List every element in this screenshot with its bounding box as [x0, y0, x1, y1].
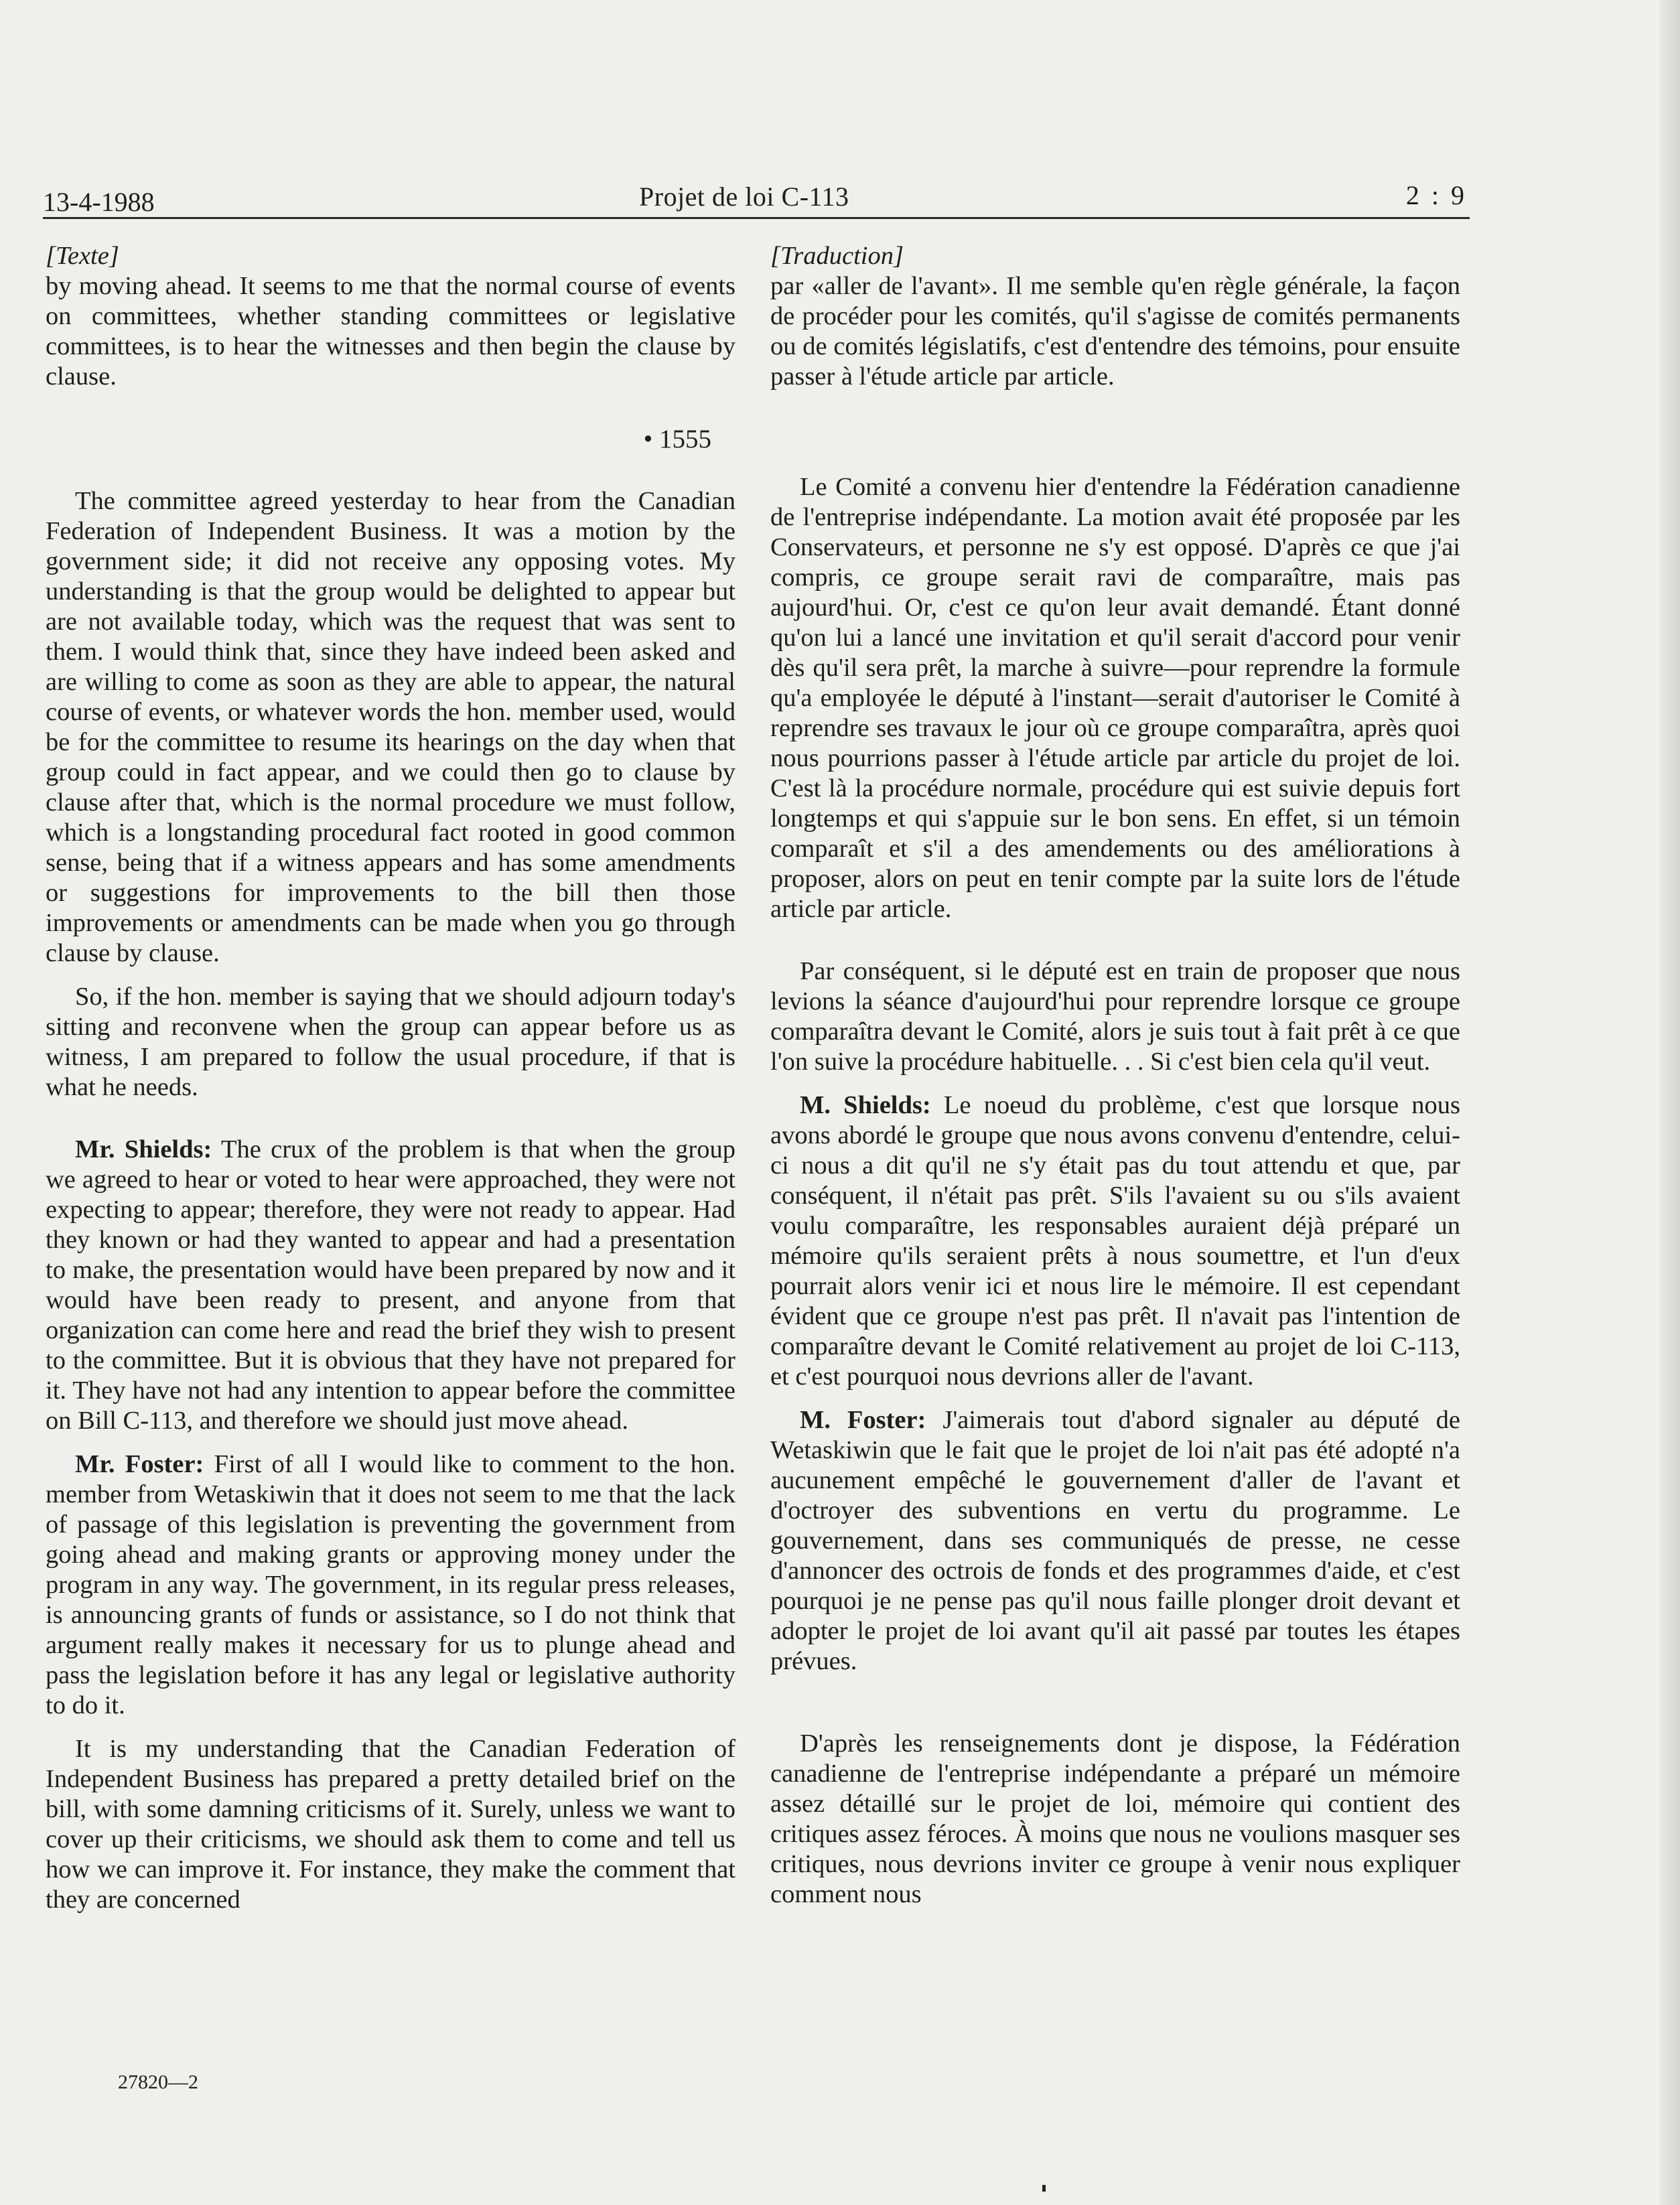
header-page-number: 2 : 9	[1405, 180, 1467, 210]
print-code: 27820—2	[118, 2071, 198, 2093]
speaker-name: Mr. Shields:	[75, 1135, 212, 1163]
speaker-name: M. Foster:	[800, 1406, 926, 1434]
speech-text: First of all I would like to comment to the hon. member from Wetaskiwin that it does not seem to me that the lack of passage of this legislation is preventing the government from going ahead and making grants or approving money under the program in any way. The government, in its regular press releases, is announcing grants of funds or assistance, so I do not think that argument really makes it necessary for us to plunge ahead and pass the legislation before it has any legal or legislative authority to do it.	[46, 1450, 736, 1719]
page-edge-shadow	[1660, 0, 1680, 2205]
text-label: [Texte]	[46, 242, 119, 270]
ink-mark	[1042, 2185, 1046, 2192]
speaker-name: M. Shields:	[800, 1091, 931, 1119]
paragraph	[770, 1405, 1460, 1677]
french-column	[770, 241, 1460, 1910]
paragraph: D'après les renseignements dont je dispose, la Fédération canadienne de l'entreprise indépendante a préparé un mémoire assez détaillé sur le projet de loi, mémoire qui contient des critiques assez féroces. À moins que nous ne voulions masquer ses critiques, nous devrions inviter ce groupe à venir nous expliquer comment nous	[770, 1729, 1460, 1908]
speech-text: Le noeud du problème, c'est que lorsque nous avons abordé le groupe que nous avons convenu d'entendre, celui-ci nous a dit qu'il ne s'y était pas du tout attendu et que, par conséquent, il n'était pas prêt. S'ils l'avaient su ou s'ils avaient voulu comparaître, les responsables auraient déjà préparé un mémoire qu'ils seraient prêts à nous soumettre, et l'un d'eux pourrait alors venir ici et nous lire le mémoire. Il est cependant évident que ce groupe n'est pas prêt. Il n'avait pas l'intention de comparaître devant le Comité relativement au projet de loi C-113, et c'est pourquoi nous devrions aller de l'avant.	[770, 1091, 1461, 1391]
paragraph: So, if the hon. member is saying that we should adjourn today's sitting and reconvene when the group can appear before us as witness, I am prepared to follow the usual procedure, if that is what he needs.	[46, 983, 736, 1101]
paragraph: It is my understanding that the Canadian Federation of Independent Business has prepared a pretty detailed brief on the bill, with some damning criticisms of it. Surely, unless we want to cover up their criticisms, we should ask them to come and tell us how we can improve it. For instance, they make the comment that they are concerned	[46, 1735, 736, 1914]
paragraph	[770, 1090, 1460, 1392]
english-column	[46, 241, 736, 1915]
paragraph	[46, 1135, 736, 1436]
paragraph: Par conséquent, si le député est en train de proposer que nous levions la séance d'aujourd'hui pour reprendre lorsque ce groupe comparaîtra devant le Comité, alors je suis tout à fait prêt à ce que l'on suive la procédure habituelle. . . Si c'est bien cela qu'il veut.	[770, 957, 1460, 1076]
paragraph: par «aller de l'avant». Il me semble qu'en règle générale, la façon de procéder pour les comités, qu'il s'agisse de comités permanents ou de comités législatifs, c'est d'entendre des témoins, pour ensuite passer à l'étude article par article.	[770, 272, 1460, 390]
speaker-name: Mr. Foster:	[75, 1450, 204, 1478]
translation-label: [Traduction]	[770, 242, 904, 270]
page-header	[43, 180, 1470, 219]
paragraph: The committee agreed yesterday to hear from the Canadian Federation of Independent Business. It was a motion by the government side; it did not receive any opposing votes. My understanding is that the group would be delighted to appear but are not available today, which was the request that was sent to them. I would think that, since they have indeed been asked and are willing to come as soon as they are able to appear, the natural course of events, or whatever words the hon. member used, would be for the committee to resume its hearings on the day when that group could in fact appear, and we could then go to clause by clause after that, which is the normal procedure we must follow, which is a longstanding procedural fact rooted in good common sense, being that if a witness appears and has some amendments or suggestions for improvements to the bill then those improvements or amendments can be made when you go through clause by clause.	[46, 487, 736, 967]
paragraph	[46, 1449, 736, 1721]
speech-text: The crux of the problem is that when the group we agreed to hear or voted to hear were approached, they were not expecting to appear; therefore, they were not ready to appear. Had they known or had they wanted to appear and had a presentation to make, the presentation would have been prepared by now and it would have been ready to present, and anyone from that organization can come here and read the brief they wish to present to the committee. But it is obvious that they have not prepared for it. They have not had any intention to appear before the committee on Bill C-113, and therefore we should just move ahead.	[46, 1135, 736, 1435]
header-title: Projet de loi C-113	[639, 182, 849, 212]
header-date: 13-4-1988	[43, 187, 155, 217]
timestamp: • 1555	[643, 425, 711, 453]
speech-text: J'aimerais tout d'abord signaler au député de Wetaskiwin que le fait que le projet de loi n'ait pas été adopté n'a aucunement empêché le gouvernement d'aller de l'avant et d'octroyer des subventions en vertu du programme. Le gouvernement, dans ses communiqués de presse, ne cesse d'annoncer des octrois de fonds et des programmes d'aide, et c'est pourquoi je ne pense pas qu'il nous faille plonger droit devant et adopter le projet de loi avant qu'il ait passé par toutes les étapes prévues.	[770, 1406, 1460, 1675]
paragraph: by moving ahead. It seems to me that the normal course of events on committees, whether standing committees or legislative committees, is to hear the witnesses and then begin the clause by clause.	[46, 272, 736, 390]
paragraph: Le Comité a convenu hier d'entendre la Fédération canadienne de l'entreprise indépendante. La motion avait été proposée par les Conservateurs, et personne ne s'y est opposé. D'après ce que j'ai compris, ce groupe serait ravi de comparaître, mais pas aujourd'hui. Or, c'est ce qu'on leur avait demandé. Étant donné qu'on lui a lancé une invitation et qu'il serait d'accord pour venir dès qu'il sera prêt, la marche à suivre—pour reprendre la formule qu'a employée le député à l'instant—serait d'autoriser le Comité à reprendre ses travaux le jour où ce groupe comparaîtra, après quoi nous pourrions passer à l'étude article par article du projet de loi. C'est là la procédure normale, procédure qui est suivie depuis fort longtemps et qui s'appuie sur le bon sens. En effet, si un témoin comparaît et s'il a des amendements ou des améliorations à proposer, alors on peut en tenir compte par la suite lors de l'étude article par article.	[770, 473, 1460, 923]
